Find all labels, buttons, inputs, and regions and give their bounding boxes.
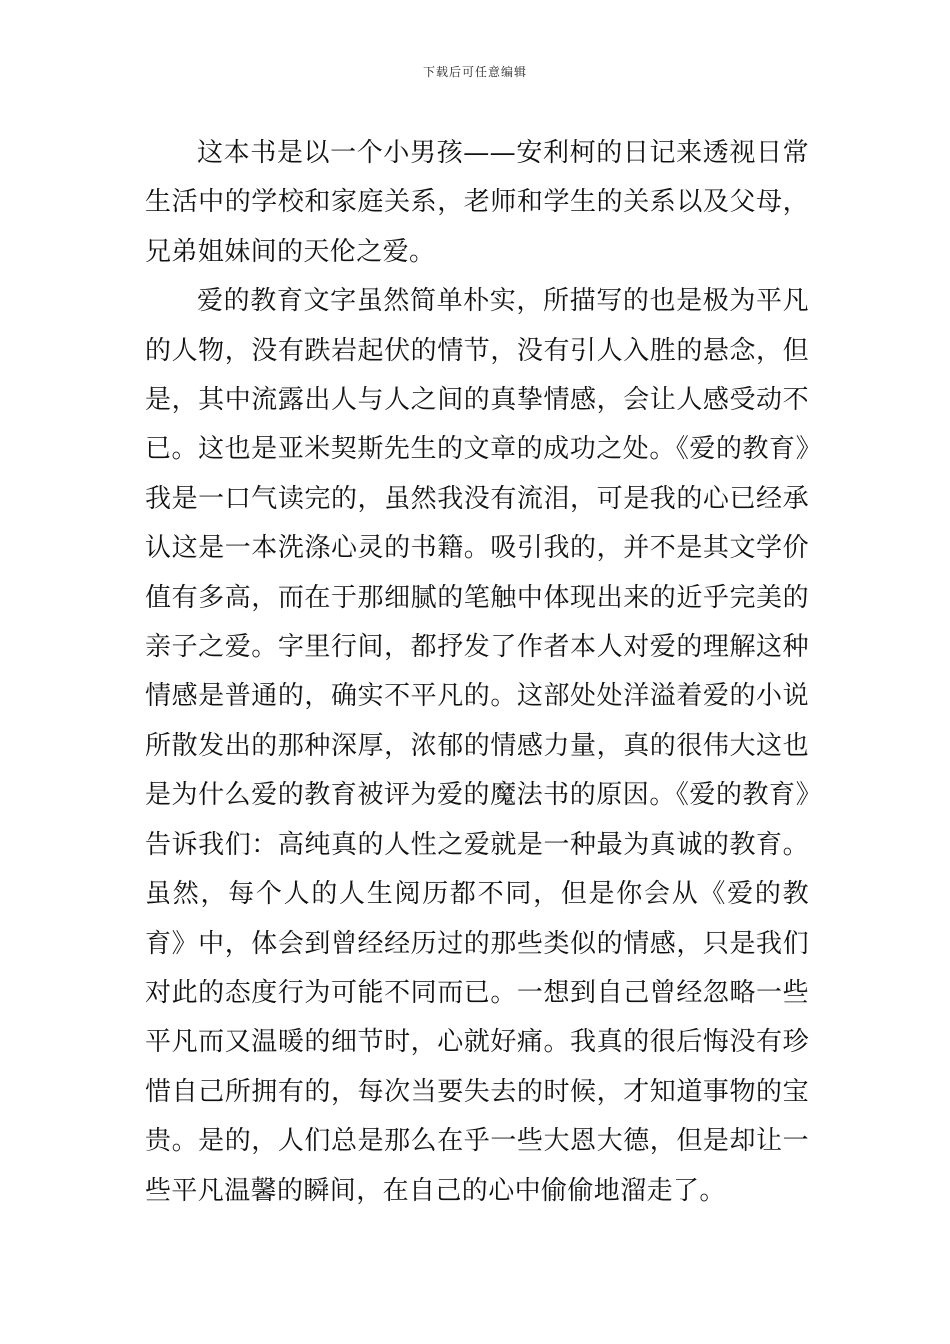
- paragraph-1: 这本书是以一个小男孩——安利柯的日记来透视日常生活中的学校和家庭关系，老师和学生的关系以及父母，兄弟姐妹间的天伦之爱。: [145, 138, 809, 267]
- paragraph-2: 爱的教育文字虽然简单朴实，所描写的也是极为平凡的人物，没有跌岩起伏的情节，没有引人入胜的悬念，但是，其中流露出人与人之间的真挚情感，会让人感受动不已。这也是亚米契斯先生的文章的成功之处。《爱的教育》我是一口气读完的，虽然我没有流泪，可是我的心已经承认这是一本洗涤心灵的书籍。吸引我的，并不是其文学价值有多高，而在于那细腻的笔触中体现出来的近乎完美的亲子之爱。字里行间，都抒发了作者本人对爱的理解这种情感是普通的，确实不平凡的。这部处处洋溢着爱的小说所散发出的那种深厚，浓郁的情感力量，真的很伟大这也是为什么爱的教育被评为爱的魔法书的原因。《爱的教育》告诉我们：高纯真的人性之爱就是一种最为真诚的教育。虽然，每个人的人生阅历都不同，但是你会从《爱的教育》中，体会到曾经经历过的那些类似的情感，只是我们对此的态度行为可能不同而已。一想到自己曾经忽略一些平凡而又温暖的细节时，心就好痛。我真的很后悔没有珍惜自己所拥有的，每次当要失去的时候，才知道事物的宝贵。是的，人们总是那么在乎一些大恩大德，但是却让一些平凡温馨的瞬间，在自己的心中偷偷地溜走了。: [145, 286, 809, 1206]
- page-header-note: 下载后可任意编辑: [422, 65, 527, 79]
- document-body: [145, 129, 809, 1216]
